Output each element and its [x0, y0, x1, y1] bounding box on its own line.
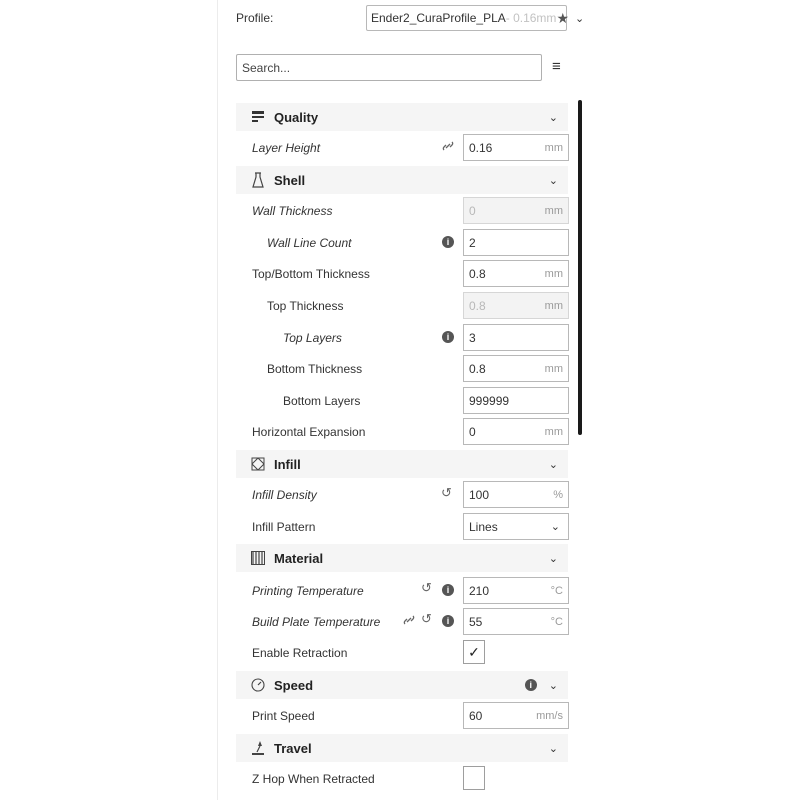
layer-height-value: 0.16	[469, 140, 493, 155]
top-bottom-thickness-value: 0.8	[469, 266, 486, 281]
bottom-thickness-label: Bottom Thickness	[267, 362, 363, 376]
info-icon[interactable]: i	[525, 679, 537, 691]
top-bottom-thickness-field[interactable]	[463, 260, 569, 287]
chevron-down-icon: ⌄	[548, 111, 558, 124]
category-title: Shell	[274, 172, 306, 188]
wall-thickness-label: Wall Thickness	[252, 204, 333, 218]
wall-line-count-label: Wall Line Count	[267, 236, 352, 250]
category-title: Material	[274, 550, 324, 566]
profile-layer-suffix: - 0.16mm	[505, 11, 557, 25]
top-bottom-thickness-label: Top/Bottom Thickness	[252, 267, 370, 281]
chevron-down-icon: ⌄	[548, 552, 558, 565]
reset-icon[interactable]: ↺	[421, 580, 432, 595]
favorite-star-icon[interactable]: ★	[556, 9, 569, 26]
infill-density-label: Infill Density	[252, 488, 317, 502]
travel-icon	[246, 740, 270, 756]
chevron-down-icon: ⌄	[550, 521, 560, 533]
horizontal-expansion-value: 0	[469, 424, 476, 439]
build-plate-temperature-value: 55	[469, 614, 483, 629]
category-material[interactable]	[236, 544, 568, 572]
reset-icon[interactable]: ↺	[421, 611, 432, 626]
wall-line-count-value: 2	[469, 235, 476, 250]
unit-label: mm	[544, 299, 563, 312]
category-quality[interactable]	[236, 103, 568, 131]
chevron-down-icon: ⌄	[548, 679, 558, 692]
unit-label: °C	[550, 584, 563, 597]
quality-icon	[246, 110, 270, 124]
reset-icon[interactable]: ↺	[441, 485, 452, 500]
info-icon[interactable]: i	[442, 615, 454, 627]
top-layers-field[interactable]	[463, 324, 569, 351]
layer-height-field[interactable]	[463, 134, 569, 161]
enable-retraction-checkbox[interactable]	[463, 640, 485, 664]
bottom-thickness-value: 0.8	[469, 361, 486, 376]
category-travel[interactable]	[236, 734, 568, 762]
profile-select[interactable]	[366, 5, 585, 31]
unit-label: mm	[544, 204, 563, 217]
unit-label: mm	[544, 425, 563, 438]
bottom-layers-value: 999999	[469, 393, 510, 408]
top-thickness-label: Top Thickness	[267, 299, 344, 313]
unit-label: %	[553, 488, 563, 501]
z-hop-label: Z Hop When Retracted	[252, 772, 375, 786]
horizontal-expansion-label: Horizontal Expansion	[252, 425, 366, 439]
printing-temperature-value: 210	[469, 583, 490, 598]
top-layers-label: Top Layers	[283, 331, 342, 345]
printing-temperature-field[interactable]	[463, 577, 569, 604]
build-plate-temperature-field[interactable]	[463, 608, 569, 635]
link-icon	[441, 139, 455, 156]
profile-label: Profile:	[236, 11, 274, 25]
category-infill[interactable]	[236, 450, 568, 478]
chevron-down-icon: ⌄	[548, 174, 558, 187]
print-speed-label: Print Speed	[252, 709, 315, 723]
infill-pattern-value: Lines	[469, 519, 498, 534]
link-icon	[402, 613, 416, 630]
scrollbar[interactable]	[578, 100, 582, 435]
unit-label: °C	[550, 615, 563, 628]
category-title: Infill	[274, 456, 301, 472]
category-title: Quality	[274, 109, 319, 125]
chevron-down-icon: ⌄	[575, 12, 585, 25]
wall-thickness-field[interactable]	[463, 197, 569, 224]
unit-label: mm	[544, 362, 563, 375]
chevron-down-icon: ⌄	[548, 742, 558, 755]
speed-icon	[246, 678, 270, 692]
info-icon[interactable]: i	[442, 584, 454, 596]
print-speed-field[interactable]	[463, 702, 569, 729]
checkmark-icon: ✓	[468, 643, 480, 660]
wall-line-count-field[interactable]	[463, 229, 569, 256]
z-hop-checkbox[interactable]	[463, 766, 485, 790]
unit-label: mm	[544, 267, 563, 280]
layer-height-label: Layer Height	[252, 141, 321, 155]
material-icon	[246, 551, 270, 565]
infill-pattern-select[interactable]	[463, 513, 569, 540]
infill-icon	[246, 457, 270, 471]
category-shell[interactable]	[236, 166, 568, 194]
wall-thickness-value: 0	[469, 203, 476, 218]
infill-pattern-label: Infill Pattern	[252, 520, 316, 534]
enable-retraction-label: Enable Retraction	[252, 646, 348, 660]
top-thickness-value: 0.8	[469, 298, 486, 313]
bottom-layers-field[interactable]	[463, 387, 569, 414]
unit-label: mm	[544, 141, 563, 154]
top-layers-value: 3	[469, 330, 476, 345]
bottom-layers-label: Bottom Layers	[283, 394, 361, 408]
info-icon[interactable]: i	[442, 236, 454, 248]
category-title: Speed	[274, 677, 314, 693]
shell-icon	[246, 172, 270, 188]
build-plate-temperature-label: Build Plate Temperature	[252, 615, 381, 629]
bottom-thickness-field[interactable]	[463, 355, 569, 382]
category-speed[interactable]	[236, 671, 568, 699]
profile-name: Ender2_CuraProfile_PLA	[371, 11, 506, 25]
info-icon[interactable]: i	[442, 331, 454, 343]
printing-temperature-label: Printing Temperature	[252, 584, 364, 598]
settings-search-input[interactable]	[236, 54, 542, 81]
print-speed-value: 60	[469, 708, 483, 723]
category-title: Travel	[274, 740, 312, 756]
chevron-down-icon: ⌄	[548, 458, 558, 471]
settings-visibility-menu-icon[interactable]: ≡	[552, 58, 561, 75]
horizontal-expansion-field[interactable]	[463, 418, 569, 445]
infill-density-value: 100	[469, 487, 490, 502]
infill-density-field[interactable]	[463, 481, 569, 508]
unit-label: mm/s	[536, 709, 563, 722]
top-thickness-field[interactable]	[463, 292, 569, 319]
